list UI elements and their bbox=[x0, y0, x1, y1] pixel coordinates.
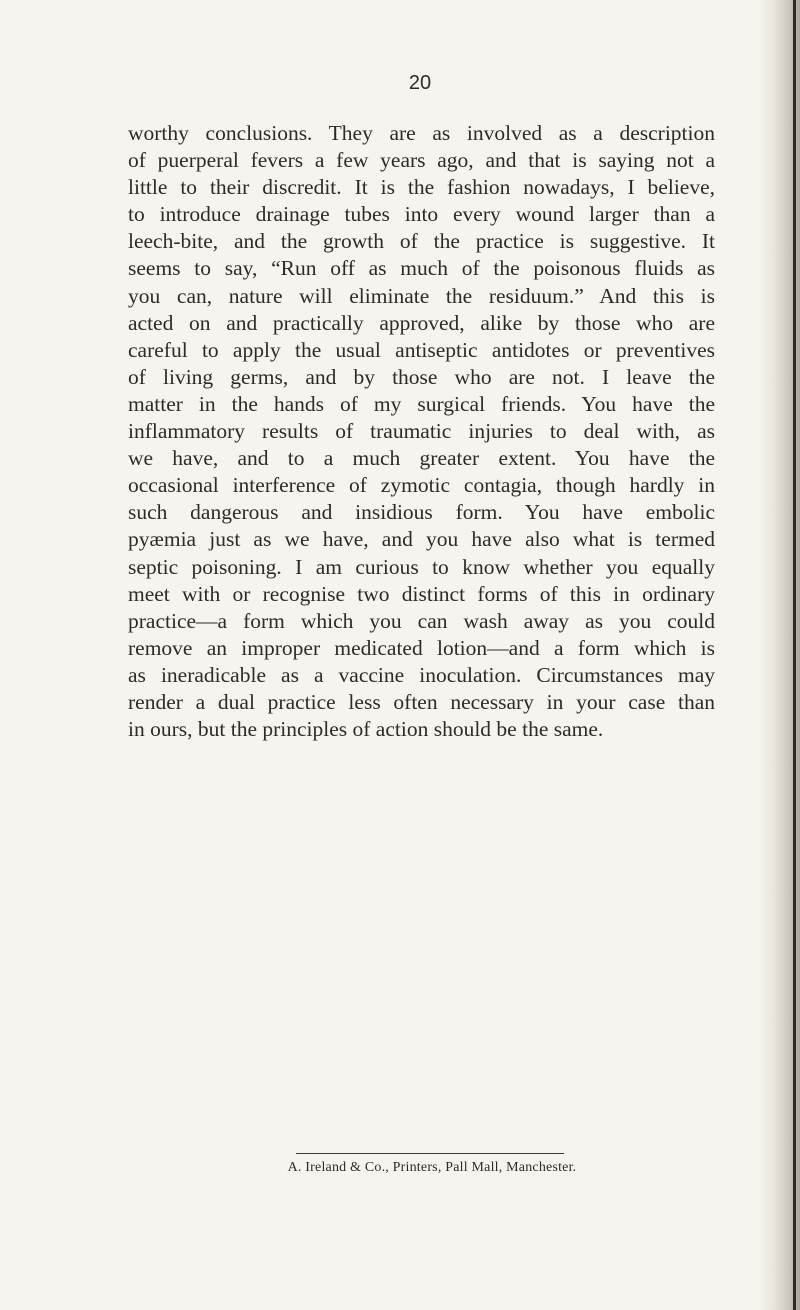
text-line: matter in the hands of my surgical friends. You have the bbox=[128, 391, 715, 416]
text-line: such dangerous and insidious form. You have embolic bbox=[128, 500, 715, 525]
text-line: worthy conclusions. They are as involved as a description bbox=[128, 121, 715, 145]
text-line: leech-bite, and the growth of the practice is suggestive. It bbox=[128, 229, 715, 254]
text-line: to introduce drainage tubes into every wound larger than a bbox=[128, 202, 715, 227]
text-line: meet with or recognise two distinct forms of this in ordinary bbox=[128, 581, 715, 606]
text-line: pyæmia just as we have, and you have also what is termed bbox=[128, 527, 715, 552]
text-line: you can, nature will eliminate the residuum.” And this is bbox=[128, 283, 715, 308]
imprint-rule bbox=[296, 1153, 564, 1154]
text-line: as ineradicable as a vaccine inoculation. Circumstances may bbox=[128, 662, 715, 687]
text-line: practice—a form which you can wash away as you could bbox=[128, 608, 715, 633]
text-line: remove an improper medicated lotion—and a form which is bbox=[128, 635, 715, 660]
text-line: little to their discredit. It is the fashion nowadays, I believe, bbox=[128, 175, 715, 200]
page-number: 20 bbox=[408, 72, 432, 94]
page-edge-line bbox=[793, 0, 796, 1310]
text-line: of living germs, and by those who are not. I leave the bbox=[128, 364, 715, 389]
text-line: acted on and practically approved, alike by those who are bbox=[128, 310, 715, 335]
text-line: render a dual practice less often necessary in your case than bbox=[128, 689, 715, 714]
text-line: in ours, but the principles of action should be the same. bbox=[128, 717, 604, 742]
printer-imprint: A. Ireland & Co., Printers, Pall Mall, Manchester. bbox=[287, 1160, 577, 1175]
text-line: of puerperal fevers a few years ago, and that is saying not a bbox=[128, 148, 715, 173]
text-line: seems to say, “Run off as much of the poisonous fluids as bbox=[128, 256, 715, 281]
text-line: careful to apply the usual antiseptic antidotes or preventives bbox=[128, 337, 715, 362]
text-line: we have, and to a much greater extent. You have the bbox=[128, 446, 715, 471]
body-paragraph bbox=[128, 120, 715, 743]
text-line: septic poisoning. I am curious to know whether you equally bbox=[128, 554, 715, 579]
text-line: occasional interference of zymotic contagia, though hardly in bbox=[128, 473, 715, 498]
text-line: inflammatory results of traumatic injuries to deal with, as bbox=[128, 419, 715, 444]
